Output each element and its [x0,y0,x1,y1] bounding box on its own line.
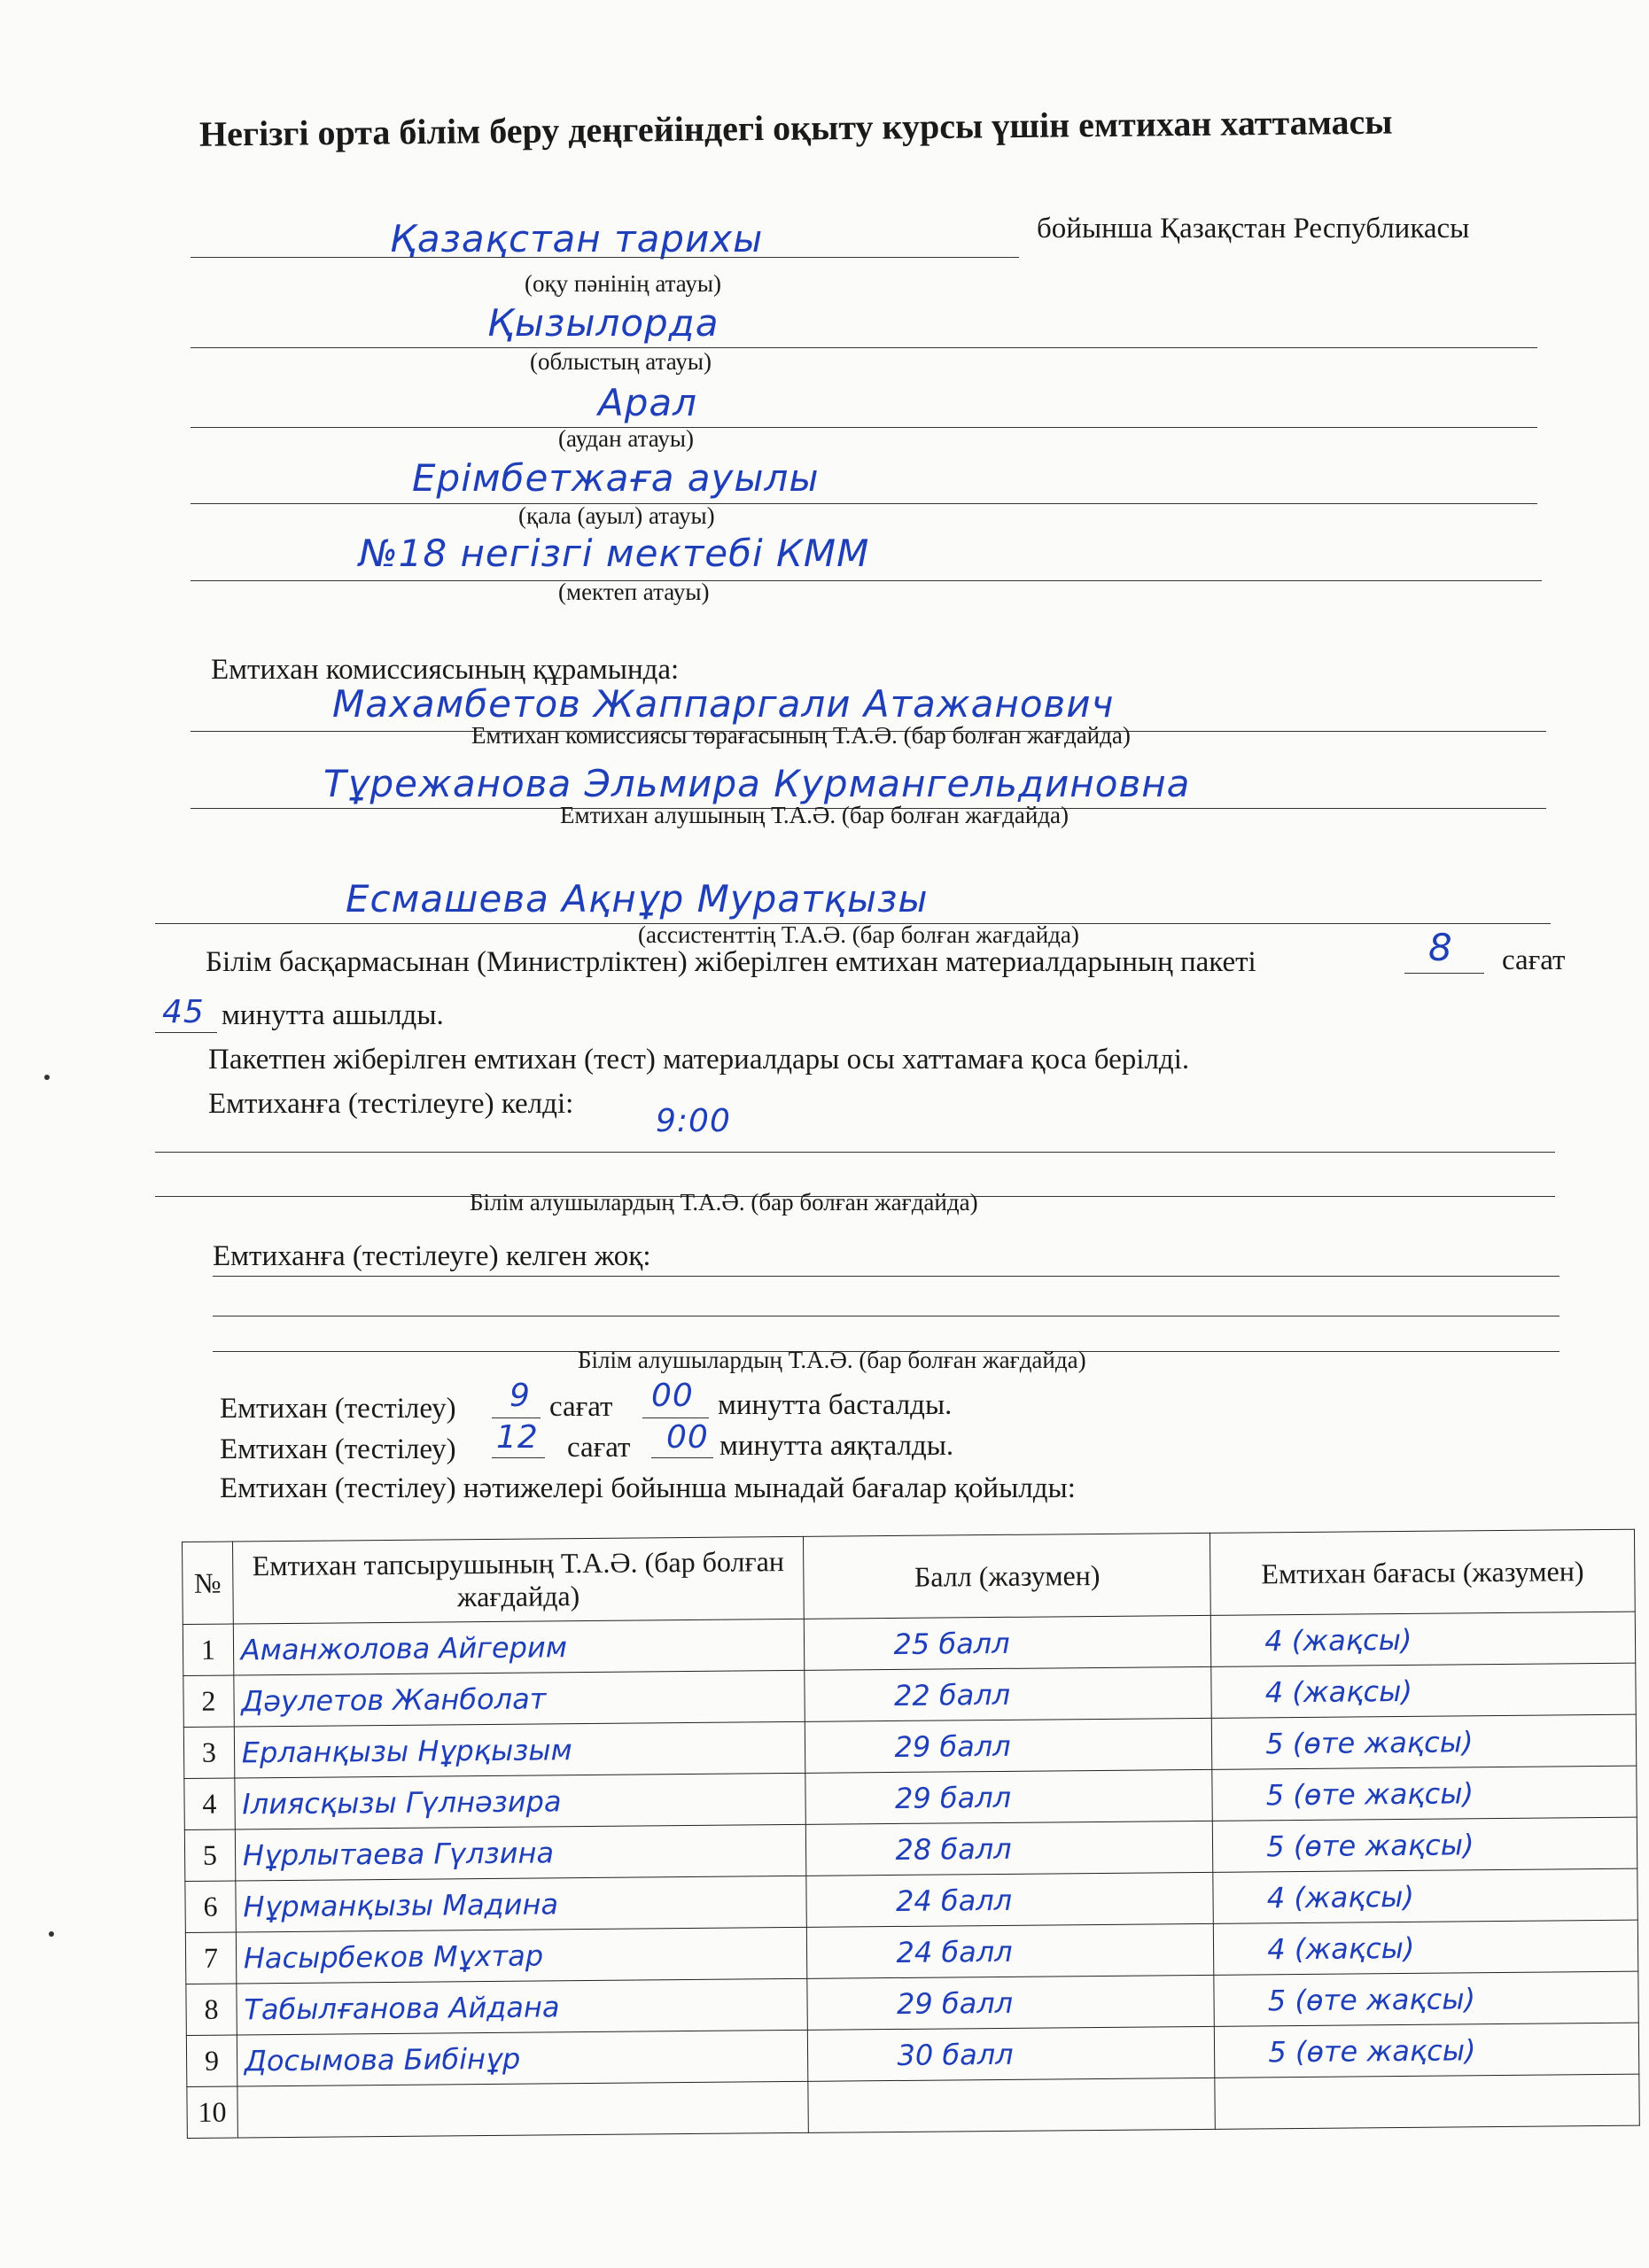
row-number: 2 [183,1675,234,1727]
end-hour: 12 [496,1419,539,1456]
subject-suffix: бойынша Қазақстан Республикасы [1037,213,1470,245]
absent-caption: Білім алушылардың Т.А.Ә. (бар болған жағдайда) [578,1347,1086,1373]
start-suffix: минутта басталды. [718,1389,953,1421]
materials-attached-text: Пакетпен жіберілген емтихан (тест) материалдары осы хаттамаға қоса берілді. [208,1044,1190,1076]
row-name: Аманжолова Айгерим [233,1619,805,1675]
region-caption: (облыстың атауы) [530,348,712,375]
commission-heading: Емтихан комиссиясының құрамында: [211,654,680,686]
end-hour-label: сағат [567,1432,631,1464]
subject-line [191,257,1019,258]
row-name: Дәулетов Жанболат [234,1670,805,1727]
absent-line-2 [213,1316,1560,1317]
row-number: 4 [184,1778,235,1829]
subject-caption: (оқу пәнінің атауы) [525,270,722,297]
settlement-line [191,503,1537,504]
start-minutes: 00 [651,1378,694,1414]
row-grade: 5 (өте жақсы) [1212,1766,1637,1821]
examiner-caption: Емтихан алушының Т.А.Ә. (бар болған жағдайда) [560,802,1070,828]
row-name [237,2081,809,2138]
row-score: 22 балл [805,1666,1211,1721]
scan-speck [44,1075,50,1080]
end-minutes: 00 [666,1419,709,1456]
row-name: Досымова Бибінұр [237,2030,808,2086]
row-score: 25 балл [805,1615,1211,1670]
region-line [191,347,1537,348]
row-number: 5 [184,1829,235,1881]
examiner-value: Тұрежанова Эльмира Курмангельдиновна [323,762,1191,805]
row-number: 8 [186,1984,237,2035]
row-name: Ілиясқызы Гүлнәзира [235,1773,806,1829]
row-score: 30 балл [808,2026,1215,2081]
document-title: Негізгі орта білім беру деңгейіндегі оқыту курсы үшін емтихан хаттамасы [198,101,1393,154]
end-suffix: минутта аяқталды. [719,1430,954,1462]
school-value: №18 негізгі мектебі КММ [359,532,870,575]
row-number: 7 [185,1932,236,1984]
chair-caption: Емтихан комиссиясы төрағасының Т.А.Ә. (бар болған жағдайда) [471,722,1131,749]
scan-speck [49,1931,54,1937]
school-line [191,580,1542,581]
region-value: Қызылорда [487,301,719,345]
package-hours-label: сағат [1502,944,1566,976]
arrived-label: Емтиханға (тестілеуге) келді: [208,1088,574,1120]
start-hour-label: сағат [549,1391,613,1423]
end-minutes-line [651,1457,713,1458]
row-grade: 5 (өте жақсы) [1212,1714,1637,1769]
assistant-caption: (ассистенттің Т.А.Ә. (бар болған жағдайда) [638,921,1079,948]
package-hours: 8 [1428,926,1453,969]
district-caption: (аудан атауы) [558,425,694,452]
absent-label: Емтиханға (тестілеуге) келген жоқ: [213,1240,651,1272]
district-value: Арал [598,381,697,424]
settlement-value: Ерімбетжаға ауылы [412,456,820,500]
assistant-value: Есмашева Ақнұр Муратқызы [346,877,929,920]
subject-value: Қазақстан тарихы [390,217,764,260]
chair-value: Махамбетов Жаппаргали Атажанович [332,682,1115,726]
row-score: 24 балл [807,1923,1214,1978]
header-score: Балл (жазумен) [804,1533,1211,1619]
absent-line-1 [213,1276,1560,1277]
row-name: Насырбеков Мұхтар [236,1927,807,1984]
settlement-caption: (қала (ауыл) атауы) [518,502,715,529]
arrived-line-1 [155,1152,1555,1153]
row-number: 3 [183,1727,234,1778]
package-minutes-line [155,1032,217,1033]
row-name: Ерланқызы Нұрқызым [234,1721,805,1778]
row-grade: 4 (жақсы) [1211,1612,1636,1666]
package-minutes-label: минутта ашылды. [222,999,444,1031]
package-minutes: 45 [162,994,205,1030]
arrived-caption: Білім алушылардың Т.А.Ә. (бар болған жағдайда) [470,1189,978,1216]
row-score: 29 балл [805,1769,1212,1824]
package-text: Білім басқармасынан (Министрліктен) жіберілген емтихан материалдарының пакеті [206,946,1256,978]
row-name: Нұрлытаева Гүлзина [235,1824,806,1881]
row-score: 29 балл [805,1718,1212,1773]
row-score: 24 балл [806,1872,1213,1927]
row-score: 28 балл [806,1821,1213,1876]
row-grade [1215,2074,1639,2129]
start-hour: 9 [509,1378,531,1414]
row-score [808,2078,1215,2132]
row-grade: 5 (өте жақсы) [1213,1817,1637,1872]
start-prefix: Емтихан (тестілеу) [220,1393,456,1425]
package-hours-line [1404,973,1484,974]
end-hour-line [492,1457,545,1458]
school-caption: (мектеп атауы) [558,579,710,605]
header-number: № [183,1542,234,1624]
row-name: Нұрманқызы Мадина [236,1876,807,1932]
arrived-value: 9:00 [656,1103,731,1139]
row-grade: 4 (жақсы) [1213,1868,1637,1923]
header-grade: Емтихан бағасы (жазумен) [1210,1529,1636,1615]
header-name: Емтихан тапсырушының Т.А.Ә. (бар болған жағдайда) [232,1536,804,1624]
row-number: 1 [183,1624,233,1675]
row-number: 6 [185,1881,236,1932]
row-number: 9 [186,2035,237,2086]
row-grade: 4 (жақсы) [1214,1920,1638,1975]
row-grade: 5 (өте жақсы) [1214,1971,1638,2026]
row-score: 29 балл [807,1975,1214,2030]
row-number: 10 [187,2086,237,2138]
row-grade: 5 (өте жақсы) [1215,2023,1639,2078]
district-line [191,427,1537,428]
grades-table [182,1529,1640,2139]
row-name: Табылғанова Айдана [237,1978,808,2035]
end-prefix: Емтихан (тестілеу) [220,1433,456,1465]
row-grade: 4 (жақсы) [1211,1663,1636,1718]
results-heading: Емтихан (тестілеу) нәтижелері бойынша мынадай бағалар қойылды: [220,1472,1076,1504]
table-header-row [183,1529,1636,1624]
